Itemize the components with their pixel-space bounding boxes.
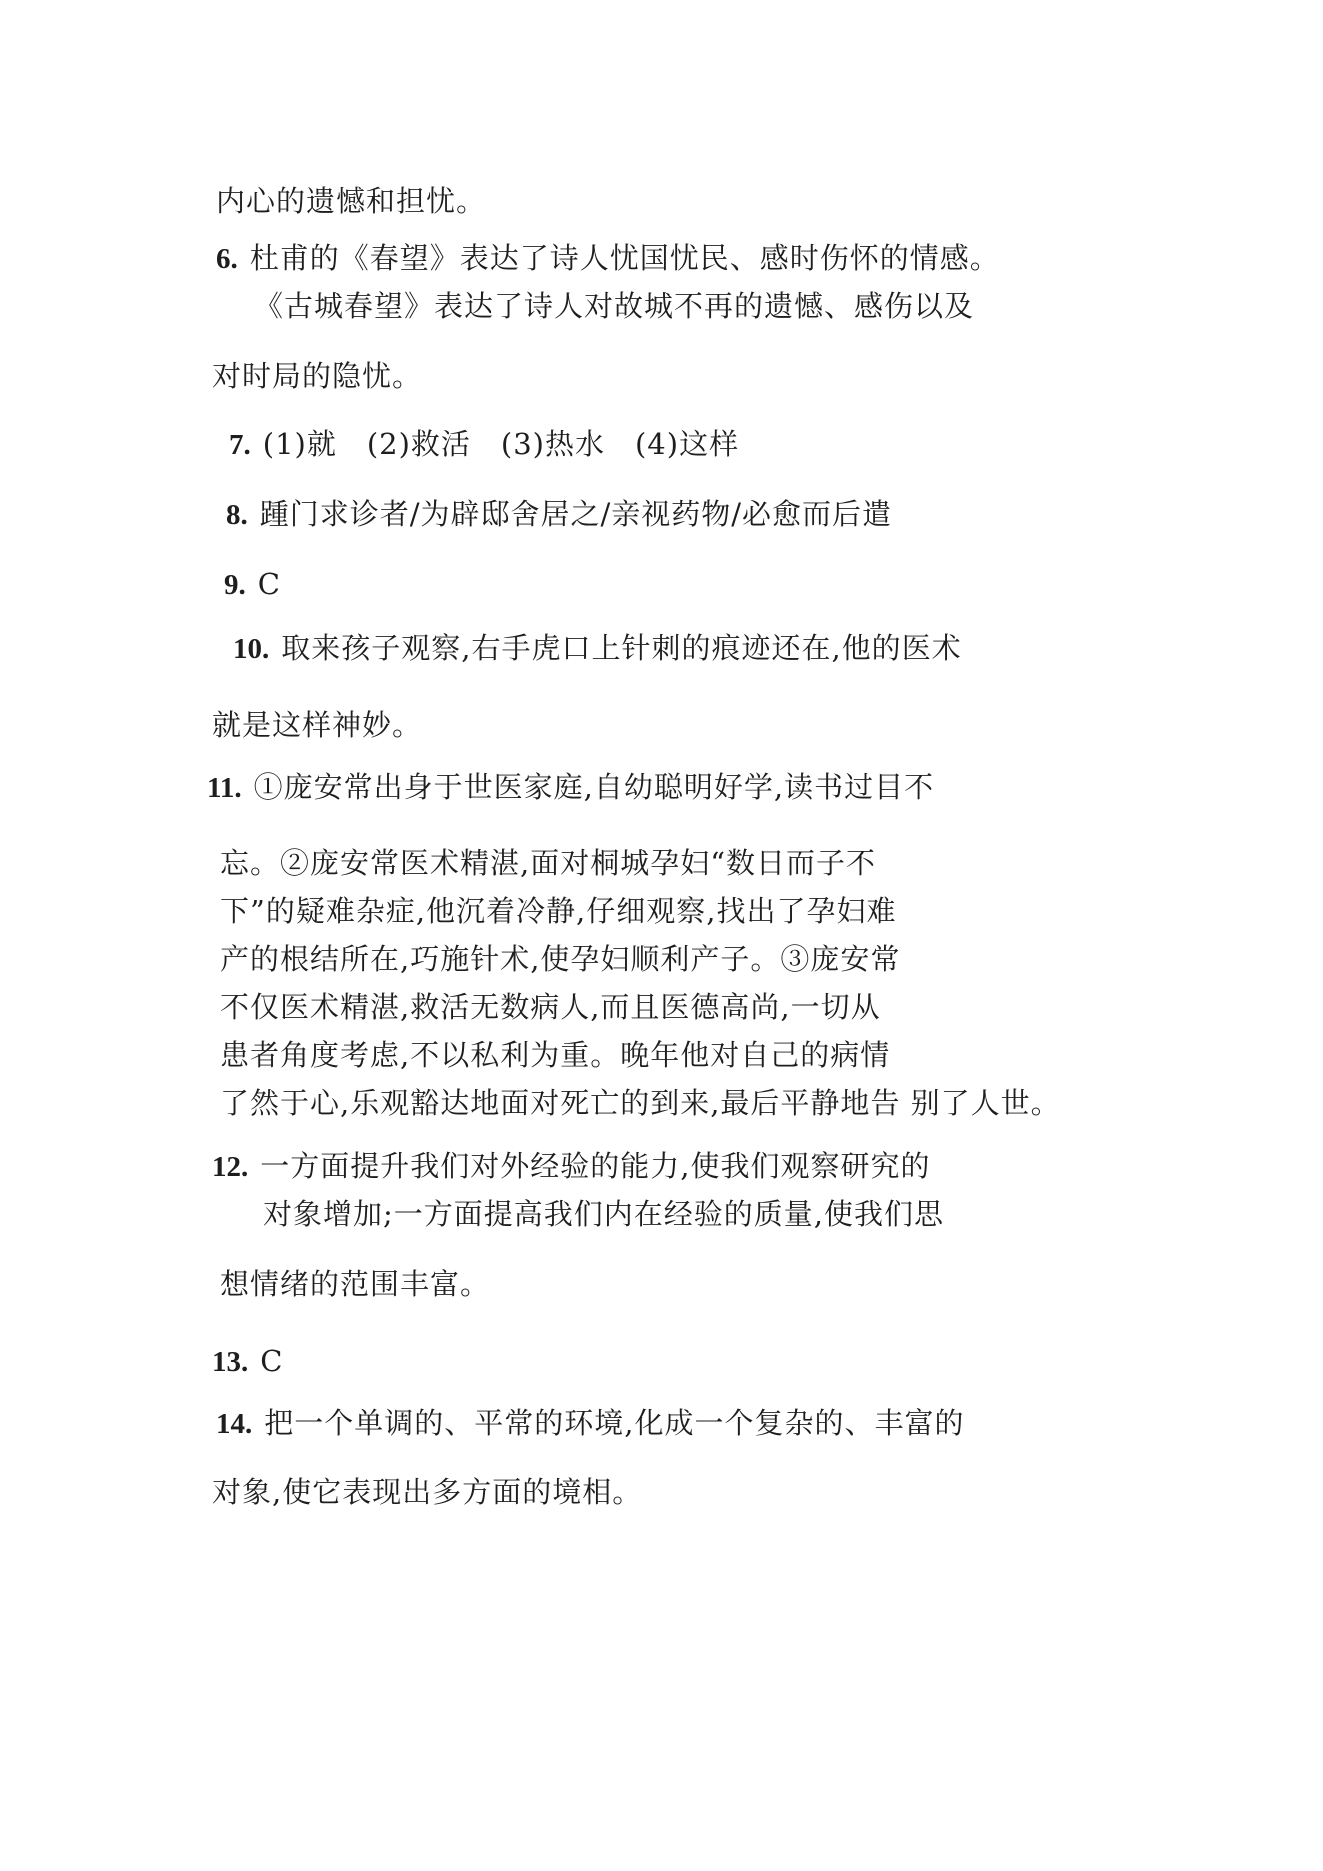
answer-text: C <box>257 567 281 601</box>
answer-6-line-3 <box>212 358 422 394</box>
answer-7 <box>229 426 739 463</box>
answer-text: 取来孩子观察,右手虎口上针刺的痕迹还在,他的医术 <box>281 631 962 665</box>
answer-number: 12. <box>212 1151 249 1183</box>
answer-number: 11. <box>207 772 242 804</box>
answer-text: 一方面提升我们对外经验的能力,使我们观察研究的 <box>260 1149 931 1183</box>
answer-12-line-3 <box>220 1266 490 1302</box>
answer-number: 6. <box>216 243 238 275</box>
answer-6-line-2 <box>254 288 974 324</box>
answer-text: (1)就 (2)救活 (3)热水 (4)这样 <box>262 427 740 461</box>
answer-text: C <box>260 1344 284 1378</box>
answer-8 <box>226 496 892 533</box>
answer-text: ①庞安常出身于世医家庭,自幼聪明好学,读书过目不 <box>253 770 935 804</box>
answer-13 <box>212 1343 283 1380</box>
answer-number: 9. <box>224 569 246 601</box>
answer-text: 忘。②庞安常医术精湛,面对桐城孕妇“数日而子不 <box>220 846 877 880</box>
answer-9 <box>224 566 281 603</box>
answer-11-line-4 <box>220 941 900 977</box>
answer-text: 踵门求诊者/为辟邸舍居之/亲视药物/必愈而后遣 <box>259 497 893 531</box>
answer-text: 对时局的隐忧。 <box>212 359 423 393</box>
answer-11-line-3 <box>220 893 896 929</box>
answer-11-line-7 <box>220 1085 1061 1121</box>
answer-11-line-6 <box>220 1037 890 1073</box>
answer-text: 杜甫的《春望》表达了诗人忧国忧民、感时伤怀的情感。 <box>249 241 1000 275</box>
answer-text: 内心的遗憾和担忧。 <box>216 184 487 218</box>
answer-11-line-1 <box>207 769 934 806</box>
answer-14-line-2 <box>212 1474 642 1510</box>
answer-text: 就是这样神妙。 <box>212 708 423 742</box>
answer-11-line-5 <box>220 989 881 1025</box>
answer-text: 不仅医术精湛,救活无数病人,而且医德高尚,一切从 <box>220 990 881 1024</box>
answer-text: 产的根结所在,巧施针术,使孕妇顺利产子。③庞安常 <box>220 942 901 976</box>
answer-5-continuation <box>216 183 486 219</box>
answer-number: 8. <box>226 499 248 531</box>
answer-text: 《古城春望》表达了诗人对故城不再的遗憾、感伤以及 <box>254 289 975 323</box>
answer-text: 对象增加;一方面提高我们内在经验的质量,使我们思 <box>263 1197 944 1231</box>
answer-text: 想情绪的范围丰富。 <box>220 1267 491 1301</box>
answer-number: 10. <box>233 633 270 665</box>
answer-text: 对象,使它表现出多方面的境相。 <box>212 1475 643 1509</box>
answer-6-line-1 <box>216 240 1000 277</box>
answer-text: 下”的疑难杂症,他沉着冷静,仔细观察,找出了孕妇难 <box>220 894 897 928</box>
answer-10-line-2 <box>212 707 422 743</box>
answer-12-line-1 <box>212 1148 930 1185</box>
answer-number: 7. <box>229 429 251 461</box>
answer-text: 把一个单调的、平常的环境,化成一个复杂的、丰富的 <box>264 1406 965 1440</box>
answer-text: 了然于心,乐观豁达地面对死亡的到来,最后平静地告 别了人世。 <box>220 1086 1061 1120</box>
answer-text: 患者角度考虑,不以私利为重。晚年他对自己的病情 <box>220 1038 891 1072</box>
answer-11-line-2 <box>220 845 876 881</box>
answer-14-line-1 <box>216 1405 964 1442</box>
answer-12-line-2 <box>263 1196 944 1232</box>
answer-number: 14. <box>216 1408 253 1440</box>
answer-number: 13. <box>212 1346 249 1378</box>
answer-10-line-1 <box>233 630 962 667</box>
